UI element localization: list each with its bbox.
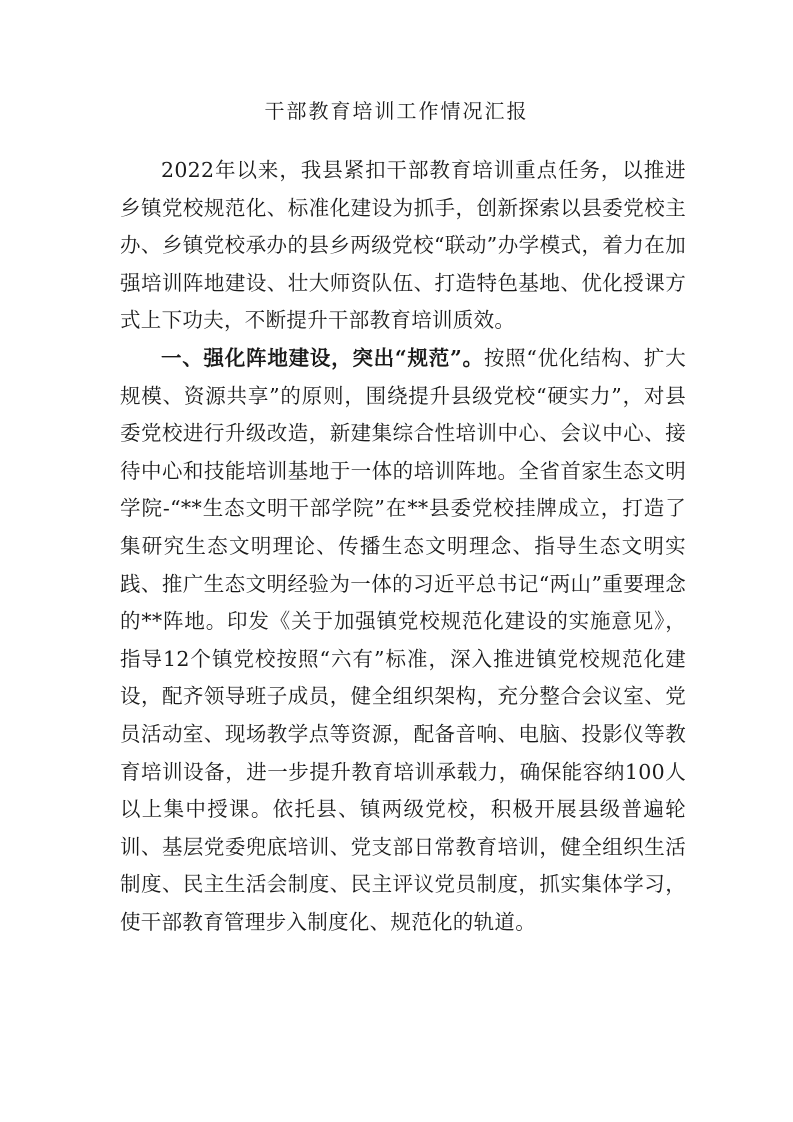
paragraph-intro-text: 2022年以来，我县紧扣干部教育培训重点任务，以推进乡镇党校规范化、标准化建设为抓手，创新探索以县委党校主办、乡镇党校承办的县乡两级党校“联动”办学模式，着力在加强培训阵地建设、壮大师资队伍、打造特色基地、优化授课方式上下功夫，不断提升干部教育培训质效。 (120, 158, 686, 333)
section-one-text: 按照“优化结构、扩大规模、资源共享”的原则，围绕提升县级党校“硬实力”，对县委党校进行升级改造，新建集综合性培训中心、会议中心、接待中心和技能培训基地于一体的培训阵地。全省首家生态文明学院-“**生态文明干部学院”在**县委党校挂牌成立，打造了集研究生态文明理论、传播生态文明理念、指导生态文明实践、推广生态文明经验为一体的习近平总书记“两山”重要理念的**阵地。印发《关于加强镇党校规范化建设的实施意见》，指导12个镇党校按照“六有”标准，深入推进镇党校规范化建设，配齐领导班子成员，健全组织架构，充分整合会议室、党员活动室、现场教学点等资源，配备音响、电脑、投影仪等教育培训设备，进一步提升教育培训承载力，确保能容纳100人以上集中授课。依托县、镇两级党校，积极开展县级普遍轮训、基层党委兜底培训、党支部日常教育培训，健全组织生活制度、民主生活会制度、民主评议党员制度，抓实集体学习，使干部教育管理步入制度化、规范化的轨道。 (120, 346, 686, 934)
paragraph-section-one (120, 340, 686, 942)
paragraph-intro (120, 152, 686, 340)
document-title: 干部教育培训工作情况汇报 (264, 99, 529, 123)
section-one-heading: 一、强化阵地建设，突出“规范”。 (161, 346, 484, 370)
